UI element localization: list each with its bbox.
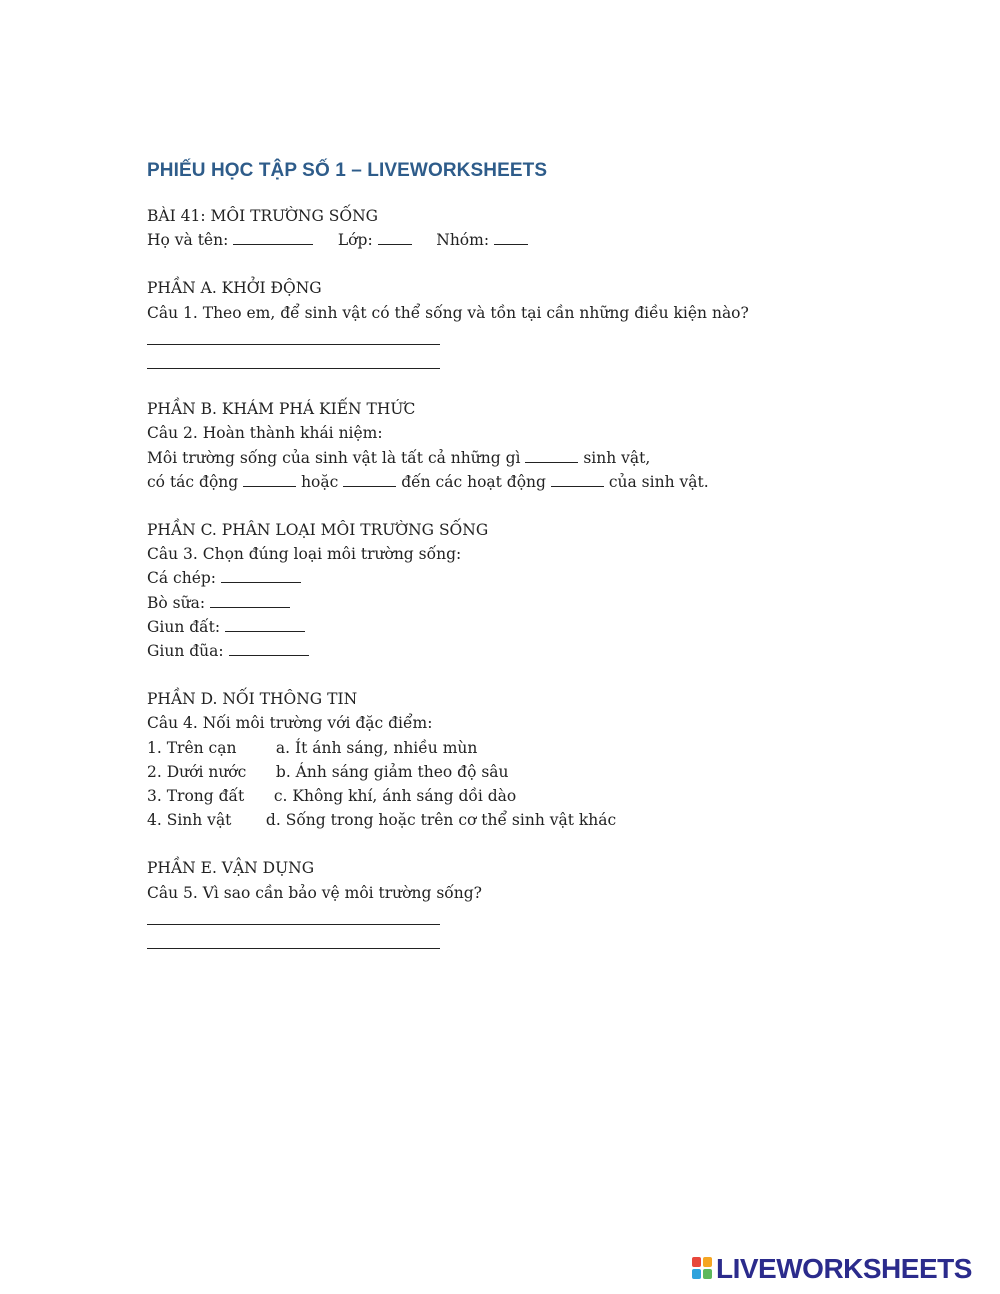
answer-1-line-1[interactable] <box>147 325 947 349</box>
part-c-heading: PHẦN C. PHÂN LOẠI MÔI TRƯỜNG SỐNG <box>147 521 489 539</box>
worksheet <box>147 158 947 953</box>
match-right-item[interactable]: c. Không khí, ánh sáng dồi dào <box>273 787 517 806</box>
habitat-input-3[interactable] <box>225 630 305 632</box>
match-row <box>147 736 947 760</box>
definition-line-1 <box>147 446 947 470</box>
definition-line-2 <box>147 470 947 494</box>
match-left-item[interactable]: 1. Trên cạn <box>147 738 237 757</box>
logo-text: LIVEWORKSHEETS <box>716 1253 972 1284</box>
liveworksheets-logo <box>692 1254 972 1284</box>
organism-label: Cá chép: <box>147 569 217 588</box>
name-input[interactable] <box>233 243 313 245</box>
blank-1-input[interactable] <box>525 461 578 463</box>
part-d-heading: PHẦN D. NỐI THÔNG TIN <box>147 690 358 709</box>
question-2: Câu 2. Hoàn thành khái niệm: <box>147 424 383 443</box>
habitat-input-2[interactable] <box>210 606 290 608</box>
match-left-item[interactable]: 2. Dưới nước <box>147 762 247 781</box>
match-row <box>147 760 947 784</box>
blank-4-input[interactable] <box>551 485 604 487</box>
part-a-heading: PHẦN A. KHỞI ĐỘNG <box>147 279 322 298</box>
answer-5-line-2[interactable] <box>147 929 947 953</box>
part-b-heading: PHẦN B. KHÁM PHÁ KIẾN THỨC <box>147 400 416 419</box>
blank-2-input[interactable] <box>243 485 296 487</box>
definition-text: hoặc <box>301 472 339 491</box>
definition-text: của sinh vật. <box>608 472 709 491</box>
question-3: Câu 3. Chọn đúng loại môi trường sống: <box>147 545 462 564</box>
habitat-input-1[interactable] <box>221 581 301 583</box>
list-item <box>147 639 947 663</box>
question-1: Câu 1. Theo em, để sinh vật có thể sống và tồn tại cần những điều kiện nào? <box>147 303 749 322</box>
match-right-item[interactable]: b. Ánh sáng giảm theo độ sâu <box>275 762 509 781</box>
part-e-heading: PHẦN E. VẬN DỤNG <box>147 859 315 878</box>
list-item <box>147 591 947 615</box>
definition-text: sinh vật, <box>583 448 651 467</box>
lesson-title: BÀI 41: MÔI TRƯỜNG SỐNG <box>147 207 379 225</box>
answer-5-line-1[interactable] <box>147 905 947 929</box>
class-input[interactable] <box>378 243 412 245</box>
definition-text: Môi trường sống của sinh vật là tất cả những gì <box>147 448 521 467</box>
student-info-row <box>147 228 947 252</box>
match-right-item[interactable]: a. Ít ánh sáng, nhiều mùn <box>275 738 478 757</box>
organism-label: Giun đất: <box>147 617 221 636</box>
name-label: Họ và tên: <box>147 231 229 250</box>
organism-label: Bò sữa: <box>147 593 206 612</box>
worksheet-title: PHIẾU HỌC TẬP SỐ 1 – LIVEWORKSHEETS <box>147 160 548 181</box>
group-input[interactable] <box>494 243 528 245</box>
answer-1-line-2[interactable] <box>147 349 947 373</box>
definition-text: có tác động <box>147 472 239 491</box>
blank-3-input[interactable] <box>343 485 396 487</box>
definition-text: đến các hoạt động <box>401 472 546 491</box>
organism-label: Giun đũa: <box>147 642 224 661</box>
habitat-input-4[interactable] <box>229 654 309 656</box>
match-right-item[interactable]: d. Sống trong hoặc trên cơ thể sinh vật khác <box>265 811 617 830</box>
question-5: Câu 5. Vì sao cần bảo vệ môi trường sống? <box>147 883 482 902</box>
list-item <box>147 566 947 590</box>
question-4: Câu 4. Nối môi trường với đặc điểm: <box>147 714 433 733</box>
class-label: Lớp: <box>337 231 373 250</box>
match-row <box>147 784 947 808</box>
match-left-item[interactable]: 4. Sinh vật <box>147 811 232 830</box>
match-left-item[interactable]: 3. Trong đất <box>147 787 245 806</box>
list-item <box>147 615 947 639</box>
group-label: Nhóm: <box>436 231 490 250</box>
logo-blocks-icon <box>692 1257 714 1281</box>
match-row <box>147 808 947 832</box>
